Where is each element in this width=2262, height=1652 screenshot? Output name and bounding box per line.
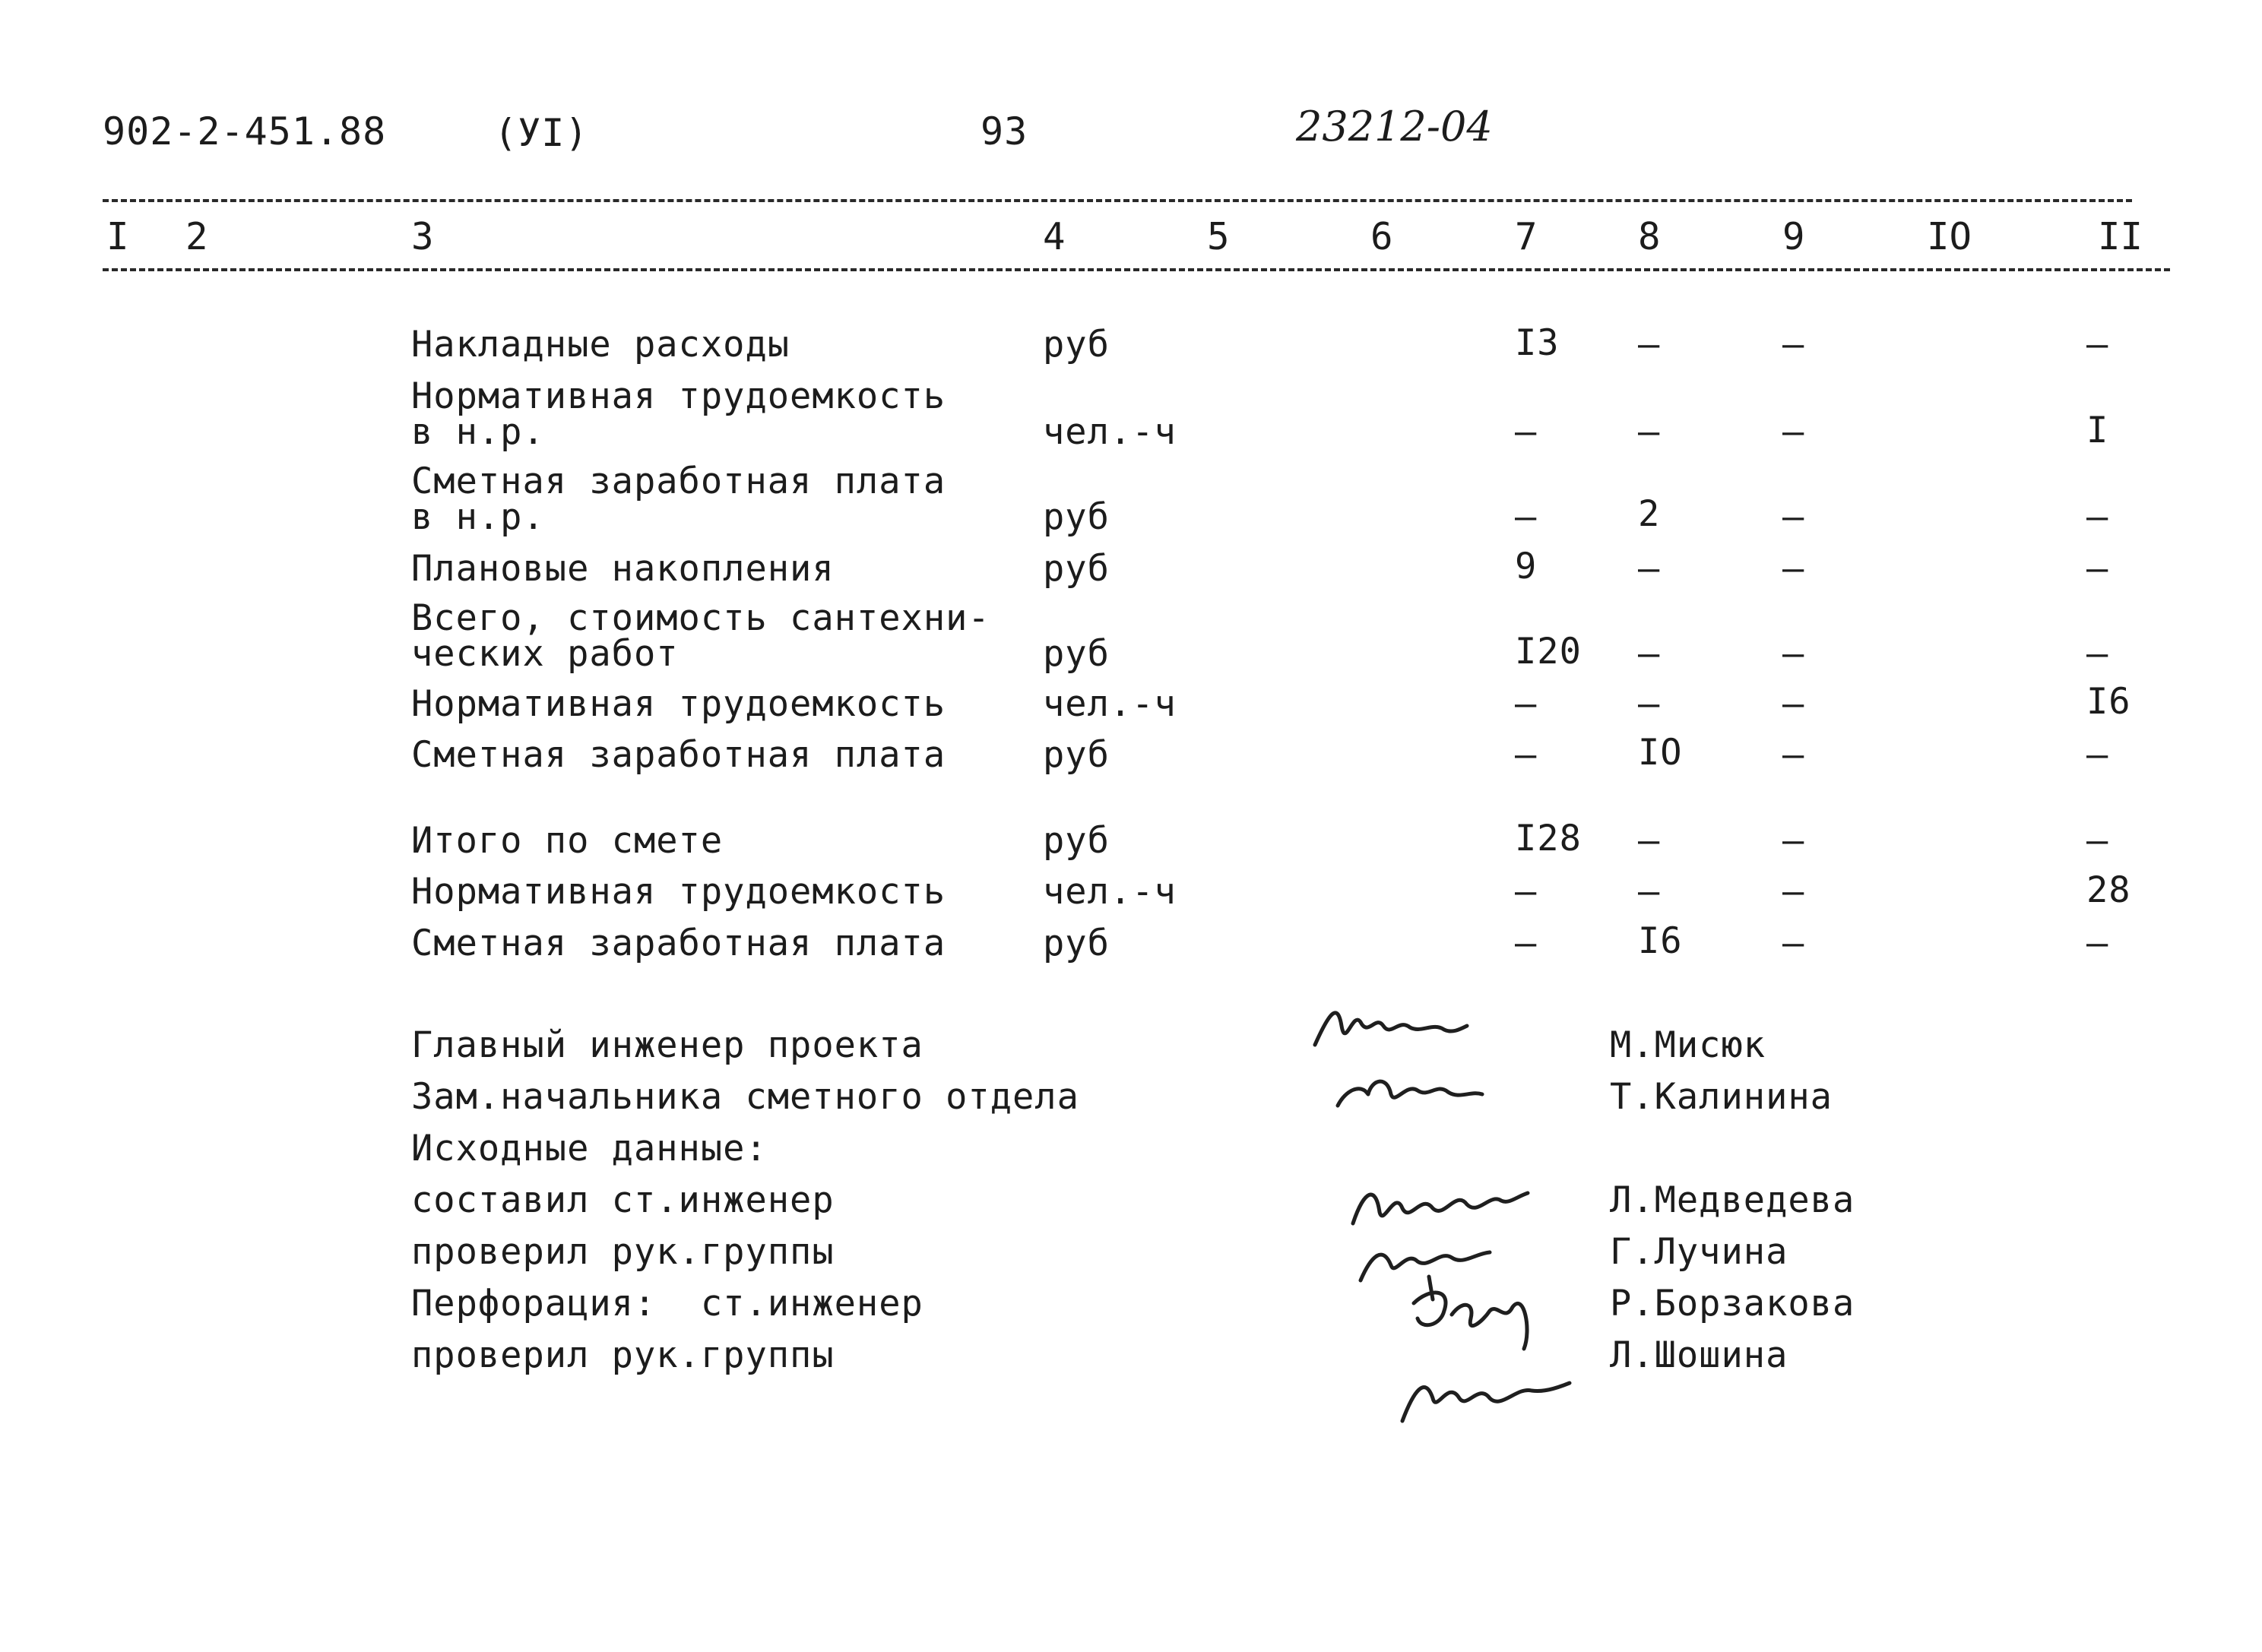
row-unit: руб: [1043, 496, 1110, 538]
row-name: Накладные расходы: [411, 324, 790, 366]
column-number: 5: [1207, 215, 1230, 258]
row-value-col8: –: [1638, 820, 1661, 862]
handwritten-signature: [1391, 1345, 1589, 1429]
row-value-col7: –: [1515, 683, 1538, 725]
row-value-col11: –: [2086, 734, 2109, 776]
row-value-col11: –: [2086, 923, 2109, 964]
signatory-name: М.Мисюк: [1610, 1024, 1766, 1066]
row-name-continued: в н.р.: [411, 411, 545, 453]
header-rule-top: [103, 199, 2132, 202]
column-number: 7: [1515, 215, 1538, 258]
row-value-col7: –: [1515, 734, 1538, 776]
handwritten-signature: [1307, 995, 1497, 1056]
row-value-col8: I6: [1638, 920, 1683, 962]
row-value-col11: –: [2086, 324, 2109, 366]
row-value-col9: –: [1782, 820, 1805, 862]
row-value-col7: I20: [1515, 631, 1582, 673]
row-name: Сметная заработная плата: [411, 460, 946, 502]
row-unit: чел.-ч: [1043, 683, 1177, 725]
row-name: Всего, стоимость сантехни-: [411, 597, 990, 639]
row-unit: руб: [1043, 548, 1110, 590]
row-value-col9: –: [1782, 734, 1805, 776]
row-value-col7: –: [1515, 411, 1538, 453]
row-value-col7: –: [1515, 923, 1538, 964]
row-value-col7: I28: [1515, 818, 1582, 859]
row-value-col11: –: [2086, 496, 2109, 538]
row-value-col7: –: [1515, 871, 1538, 913]
row-value-col9: –: [1782, 411, 1805, 453]
column-number: II: [2098, 215, 2143, 258]
page-number: 93: [981, 109, 1028, 153]
row-value-col11: I: [2086, 410, 2109, 451]
row-value-col9: –: [1782, 324, 1805, 366]
row-name: Нормативная трудоемкость: [411, 683, 946, 725]
row-unit: руб: [1043, 923, 1110, 964]
row-value-col8: –: [1638, 633, 1661, 675]
row-value-col11: –: [2086, 633, 2109, 675]
row-unit: руб: [1043, 324, 1110, 366]
doc-code: 902-2-451.88: [103, 109, 387, 153]
row-value-col11: –: [2086, 820, 2109, 862]
row-unit: чел.-ч: [1043, 411, 1177, 453]
row-name: Сметная заработная плата: [411, 923, 946, 964]
header-rule-bottom: [103, 268, 2170, 271]
row-unit: чел.-ч: [1043, 871, 1177, 913]
row-name: Итого по смете: [411, 820, 724, 862]
row-value-col7: –: [1515, 496, 1538, 538]
row-value-col8: –: [1638, 871, 1661, 913]
volume-label: (УI): [494, 111, 589, 155]
row-unit: руб: [1043, 734, 1110, 776]
row-name: Сметная заработная плата: [411, 734, 946, 776]
signatory-role: Зам.начальника сметного отдела: [411, 1076, 1079, 1118]
signatory-role: Перфорация: ст.инженер: [411, 1283, 923, 1324]
row-value-col8: –: [1638, 411, 1661, 453]
signatory-name: Г.Лучина: [1610, 1231, 1788, 1273]
row-value-col7: I3: [1515, 322, 1560, 364]
signatory-role: составил ст.инженер: [411, 1179, 835, 1221]
row-unit: руб: [1043, 633, 1110, 675]
row-name: Плановые накопления: [411, 548, 835, 590]
signatory-name: Т.Калинина: [1610, 1076, 1833, 1118]
row-name-continued: в н.р.: [411, 496, 545, 538]
row-value-col9: –: [1782, 871, 1805, 913]
signatory-role: проверил рук.группы: [411, 1334, 835, 1376]
row-value-col11: –: [2086, 548, 2109, 590]
sheet-code: 23212-04: [1296, 103, 1493, 150]
signatory-role: Главный инженер проекта: [411, 1024, 923, 1066]
row-value-col11: 28: [2086, 869, 2131, 911]
signatory-name: Л.Шошина: [1610, 1334, 1788, 1376]
row-value-col11: I6: [2086, 681, 2131, 723]
row-value-col9: –: [1782, 683, 1805, 725]
row-value-col9: –: [1782, 496, 1805, 538]
signatory-name: Л.Медведева: [1610, 1179, 1855, 1221]
row-value-col9: –: [1782, 548, 1805, 590]
column-number: 2: [185, 215, 208, 258]
row-value-col7: 9: [1515, 546, 1538, 587]
column-number: IO: [1927, 215, 1972, 258]
row-value-col9: –: [1782, 923, 1805, 964]
handwritten-signature: [1326, 1060, 1509, 1121]
row-value-col8: –: [1638, 683, 1661, 725]
column-number: 3: [411, 215, 434, 258]
row-value-col8: 2: [1638, 493, 1661, 535]
row-value-col9: –: [1782, 633, 1805, 675]
signatory-name: Р.Борзакова: [1610, 1283, 1855, 1324]
row-unit: руб: [1043, 820, 1110, 862]
row-name-continued: ческих работ: [411, 633, 679, 675]
section-label: Исходные данные:: [411, 1128, 768, 1169]
row-value-col8: –: [1638, 548, 1661, 590]
row-value-col8: IO: [1638, 732, 1683, 774]
column-number: I: [106, 215, 129, 258]
column-number: 6: [1370, 215, 1393, 258]
column-number: 9: [1782, 215, 1805, 258]
column-number: 8: [1638, 215, 1661, 258]
row-name: Нормативная трудоемкость: [411, 375, 946, 417]
column-number: 4: [1043, 215, 1066, 258]
row-name: Нормативная трудоемкость: [411, 871, 946, 913]
row-value-col8: –: [1638, 324, 1661, 366]
signatory-role: проверил рук.группы: [411, 1231, 835, 1273]
